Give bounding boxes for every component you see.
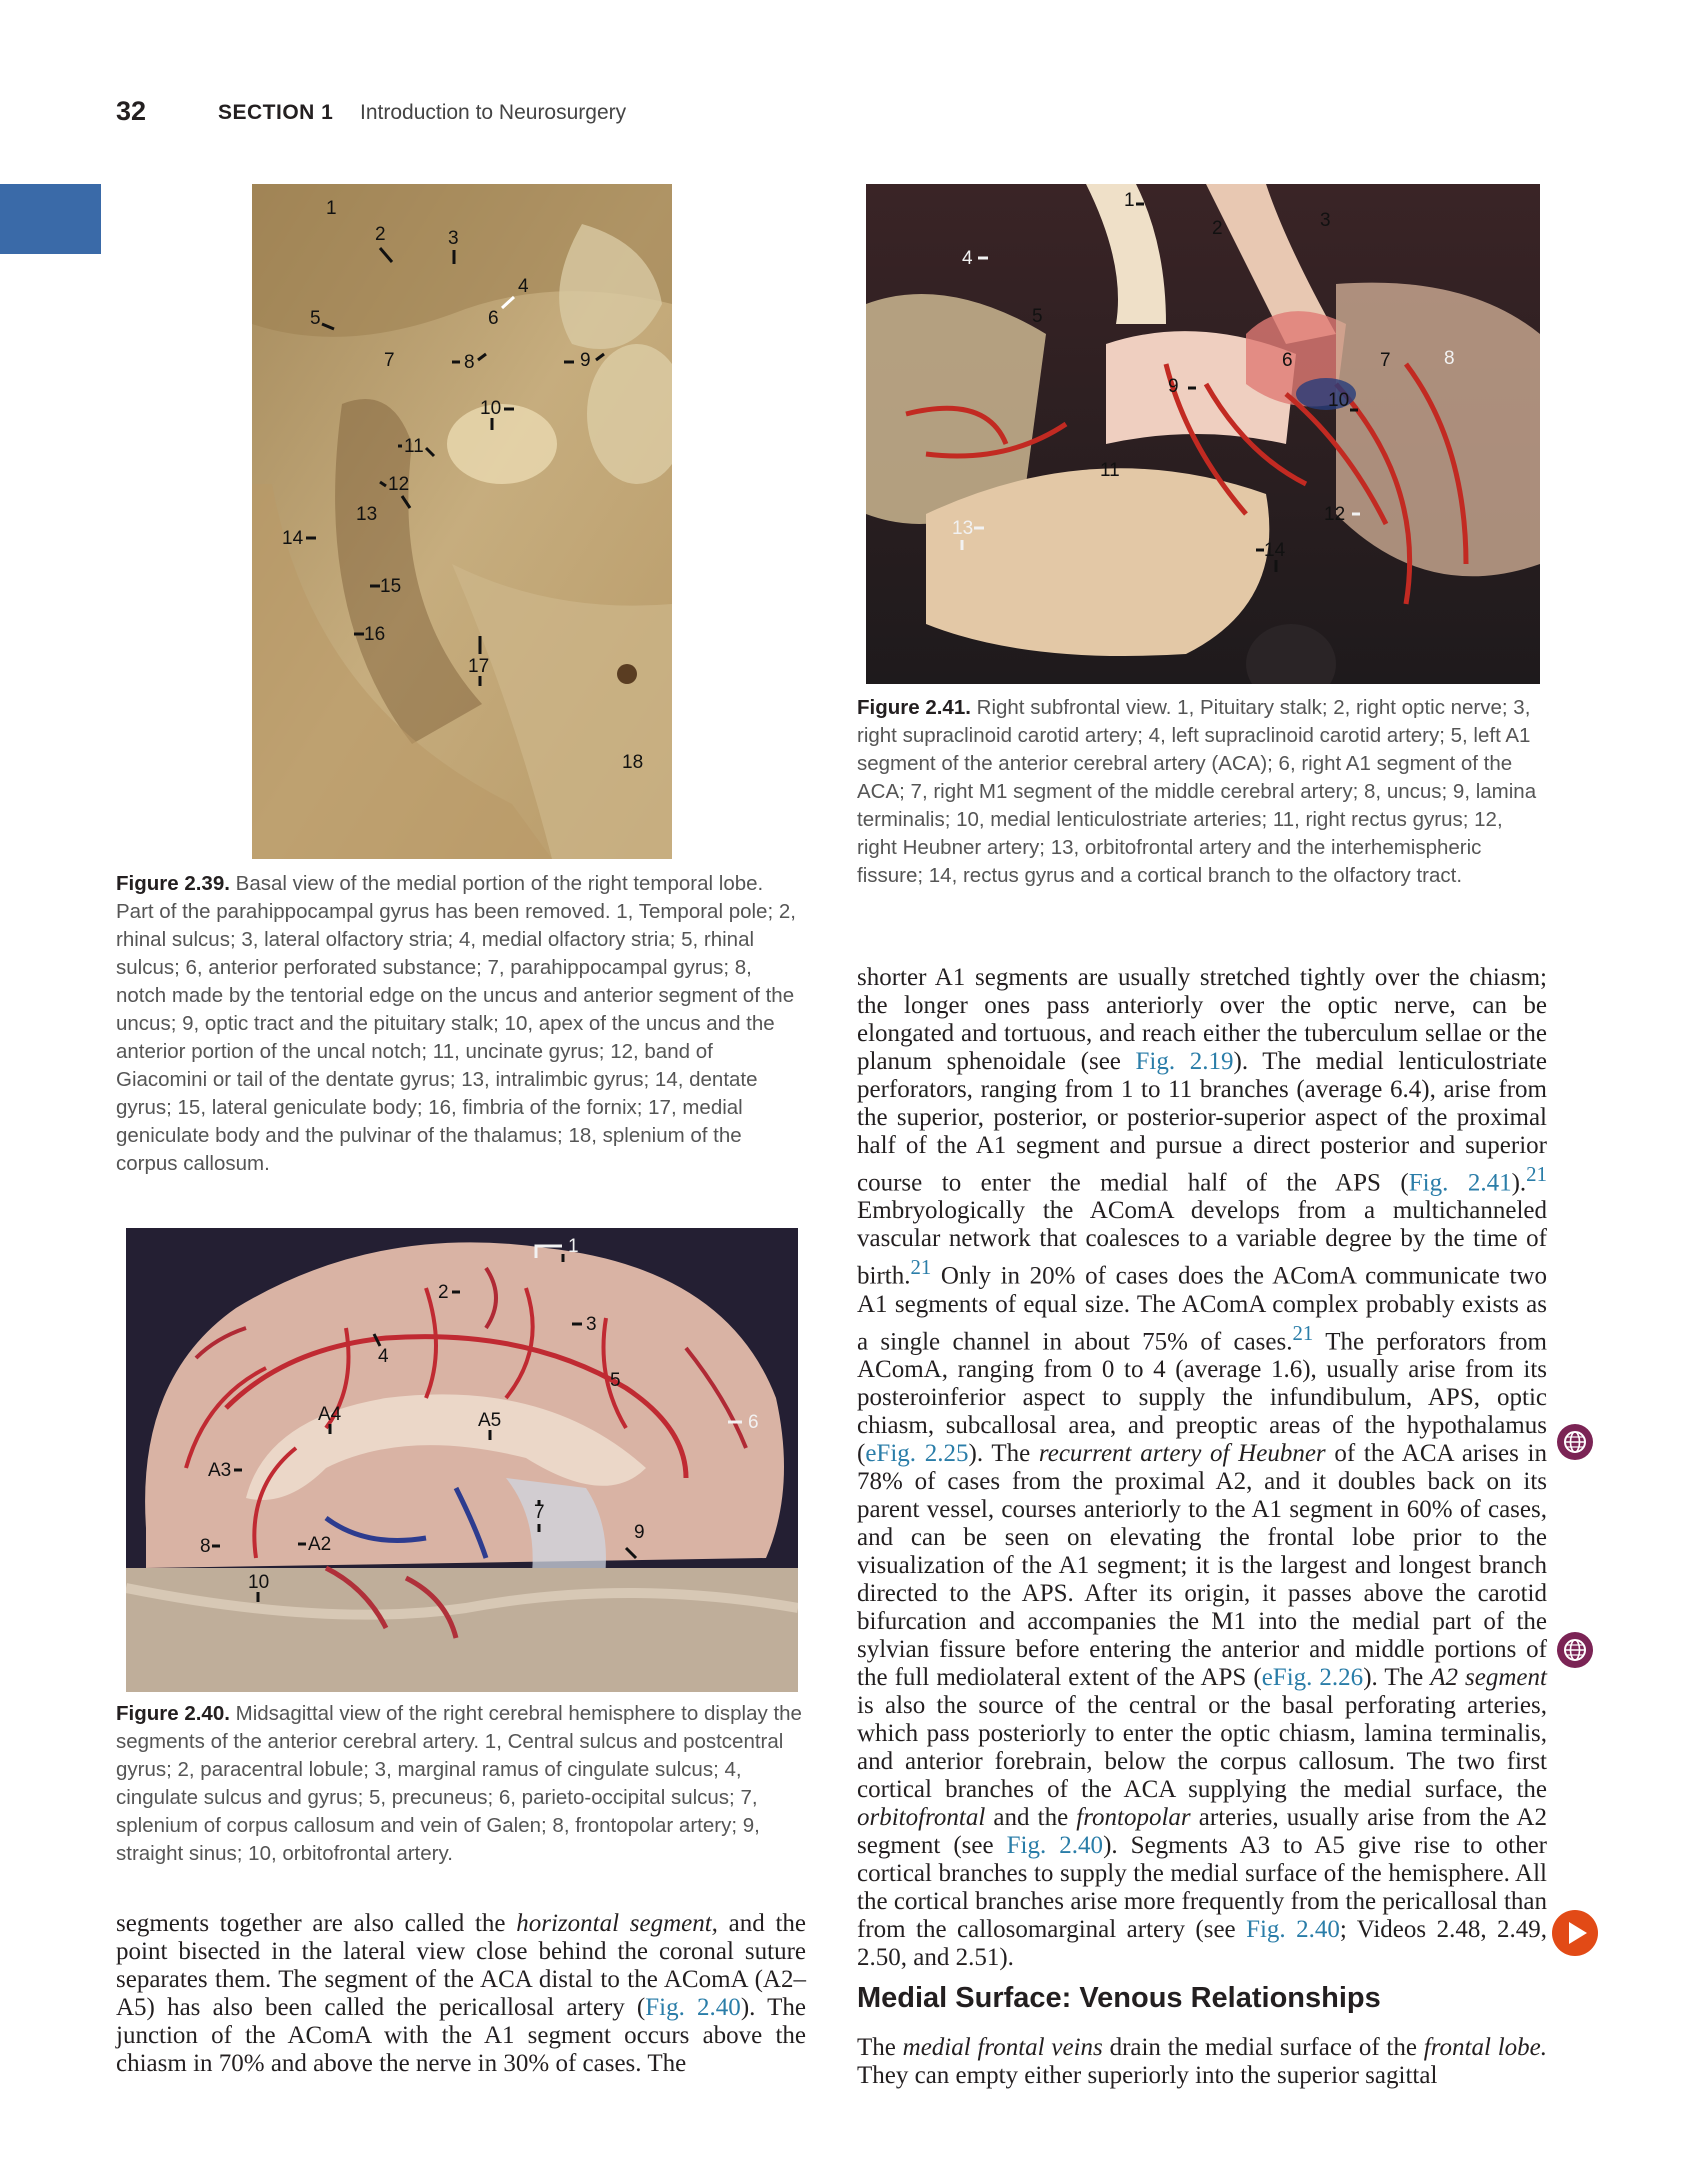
fig239-label-3: 3 bbox=[448, 228, 459, 249]
fig241-label-5: 5 bbox=[1032, 306, 1043, 327]
left-column-text bbox=[116, 1910, 806, 2078]
globe-icon[interactable] bbox=[1557, 1632, 1593, 1668]
fig240-label-A3: A3 bbox=[208, 1460, 232, 1481]
fig240-label-8: 8 bbox=[200, 1536, 211, 1557]
fig239-label-16: 16 bbox=[364, 624, 386, 645]
fig239-label-6: 6 bbox=[488, 308, 499, 329]
link-fig-2-40[interactable]: Fig. 2.40 bbox=[1246, 1915, 1340, 1943]
fig241-label-4: 4 bbox=[962, 248, 973, 269]
fig239-label-12: 12 bbox=[388, 474, 410, 495]
link-fig-2-19[interactable]: Fig. 2.19 bbox=[1135, 1048, 1234, 1075]
section-heading-venous: Medial Surface: Venous Relationships bbox=[857, 1982, 1381, 2014]
fig240-label-A5: A5 bbox=[478, 1410, 502, 1431]
fig241-label-10: 10 bbox=[1328, 390, 1350, 411]
citation-21[interactable]: 21 bbox=[910, 1255, 932, 1280]
page-number: 32 bbox=[116, 96, 147, 126]
link-fig-2-40[interactable]: Fig. 2.40 bbox=[1006, 1831, 1104, 1859]
fig239-label-9: 9 bbox=[580, 350, 591, 371]
fig240-label-A4: A4 bbox=[318, 1404, 342, 1425]
left-paragraph: segments together are also called the horizontal segment, and the point bisected in the lateral view close behind the coronal suture separates them. The segment of the ACA distal to the AComA (A2–A5) has also been called the pericallosal artery (Fig. 2.40). The junction of the AComA with the A1 segment occurs above the chiasm in 70% and above the nerve in 30% of cases. The bbox=[116, 1910, 807, 2077]
figure-2-39-labels bbox=[252, 184, 672, 859]
right-column-text bbox=[857, 964, 1547, 1972]
fig241-label-7: 7 bbox=[1380, 350, 1391, 371]
link-efig-2-25[interactable]: eFig. 2.25 bbox=[865, 1439, 969, 1467]
fig241-label-14: 14 bbox=[1264, 540, 1286, 561]
fig239-label-18: 18 bbox=[622, 752, 644, 773]
fig241-label-1: 1 bbox=[1124, 190, 1135, 211]
section-title: Introduction to Neurosurgery bbox=[360, 101, 627, 124]
fig241-label-3: 3 bbox=[1320, 210, 1331, 231]
citation-21[interactable]: 21 bbox=[1526, 1162, 1547, 1186]
fig240-label-7: 7 bbox=[534, 1502, 545, 1523]
fig239-label-11: 11 bbox=[404, 436, 424, 457]
figure-2-40-labels bbox=[126, 1228, 798, 1692]
fig240-label-9: 9 bbox=[634, 1522, 645, 1543]
fig239-label-7: 7 bbox=[384, 350, 395, 371]
fig239-label-14: 14 bbox=[282, 528, 304, 549]
fig240-label-5: 5 bbox=[610, 1370, 621, 1391]
figure-2-39-caption-text: Basal view of the medial portion of the right temporal lobe. Part of the parahippocampal gyrus has been removed. 1, Temporal pole; 2, rhinal sulcus; 3, lateral olfactory stria; 4, medial olfactory stria; 5, rhinal sulcus; 6, anterior perforated substance; 7, parahippocampal gyrus; 8, notch made by the tentorial edge on the uncus and anterior segment of the uncus; 9, optic tract and the pituitary stalk; 10, apex of the uncus and the anterior portion of the uncal notch; 11, uncinate gyrus; 12, band of Giacomini or tail of the dentate gyrus; 13, intralimbic gyrus; 14, dentate gyrus; 15, lateral geniculate body; 16, fimbria of the fornix; 17, medial geniculate body and the pulvinar of the thalamus; 18, splenium of the corpus callosum. bbox=[116, 872, 796, 1175]
fig241-label-11: 11 bbox=[1100, 460, 1120, 481]
link-efig-2-26[interactable]: eFig. 2.26 bbox=[1261, 1663, 1364, 1691]
globe-icon[interactable] bbox=[1557, 1424, 1593, 1460]
fig240-label-4: 4 bbox=[378, 1346, 389, 1367]
right-paragraph: shorter A1 segments are usually stretched tightly over the chiasm; the longer ones pass anteriorly over the optic nerve, can be elongated and tortuous, and reach either the tuberculum sellae or the planum sphenoidale (see Fig. 2.19). The medial lenticulostriate perforators, ranging from 1 to 11 branches (average 6.4), arise from the superior, posterior, or posterior-superior aspect of the proximal half of the A1 segment and pursue a direct posterior and superior course to enter the medial half of the APS (Fig. 2.41).$^{21}$ Embryologically the AComA develops from a multichanneled vascular network that coalesces to a variable degree by the time of birth.$^{21}$ Only in 20% of cases does the AComA communicate two A1 segments of equal size. The AComA complex probably exists as a single channel in about 75% of cases.$^{21}$ The perforators from AComA, ranging from 0 to 4 (average 1.6), usually arise from its posteroinferior aspect to supply the infundibulum, APS, optic chiasm, subcallosal area, and preoptic areas of the hypothalamus (eFig. 2.25). The recurrent artery of Heubner of the ACA arises in 78% of cases from the proximal A2, and it doubles back on its parent vessel, courses anteriorly to the A1 segment in 60% of cases, and can be seen on elevating the frontal lobe prior to the visualization of the A1 segment; it is the largest and longest branch directed to the APS. After its origin, it passes above the carotid bifurcation and accompanies the M1 into the medial part of the sylvian fissure before entering the anterior and middle portions of the full mediolateral extent of the APS (eFig. 2.26). The A2 segment is also the source of the central or the basal perforating arteries, which pass posteriorly to enter the optic chiasm, lamina terminalis, and anterior forebrain, below the corpus callosum. The two first cortical branches of the ACA supplying the medial surface, the orbitofrontal and the frontopolar arteries, usually arise from the A2 segment (see Fig. 2.40). Segments A3 to A5 give rise to other cortical branches to supply the medial surface of the hemisphere. All the cortical branches arise more frequently from the pericallosal than from the callosomarginal artery (see Fig. 2.40; Videos 2.48, 2.49, 2.50, and 2.51). bbox=[857, 964, 1548, 1971]
fig240-label-2: 2 bbox=[438, 1282, 449, 1303]
fig239-label-15: 15 bbox=[380, 576, 402, 597]
fig239-label-8: 8 bbox=[464, 352, 475, 373]
fig240-label-10: 10 bbox=[248, 1572, 270, 1593]
fig239-label-17: 17 bbox=[468, 656, 490, 677]
figure-2-41-caption bbox=[857, 694, 1547, 890]
fig240-label-1: 1 bbox=[568, 1236, 579, 1257]
figure-2-39-caption-number: Figure 2.39. bbox=[116, 872, 230, 895]
figure-2-40-caption-text: Midsagittal view of the right cerebral hemisphere to display the segments of the anterior cerebral artery. 1, Central sulcus and postcentral gyrus; 2, paracentral lobule; 3, marginal ramus of cingulate sulcus; 4, cingulate sulcus and gyrus; 5, precuneus; 6, parieto-occipital sulcus; 7, splenium of corpus callosum and vein of Galen; 8, frontopolar artery; 9, straight sinus; 10, orbitofrontal artery. bbox=[116, 1702, 802, 1865]
play-video-icon[interactable] bbox=[1552, 1910, 1598, 1956]
figure-2-39-caption bbox=[116, 870, 806, 1178]
fig239-label-10: 10 bbox=[480, 398, 502, 419]
figure-2-41-caption-text: Right subfrontal view. 1, Pituitary stalk; 2, right optic nerve; 3, right supraclinoid carotid artery; 4, left supraclinoid carotid artery; 5, left A1 segment of the anterior cerebral artery (ACA); 6, right A1 segment of the ACA; 7, right M1 segment of the middle cerebral artery; 8, uncus; 9, lamina terminalis; 10, medial lenticulostriate arteries; 11, right rectus gyrus; 12, right Heubner artery; 13, orbitofrontal artery and the interhemispheric fissure; 14, rectus gyrus and a cortical branch to the olfactory tract. bbox=[857, 696, 1537, 887]
fig239-label-5: 5 bbox=[310, 308, 321, 329]
fig241-label-9: 9 bbox=[1168, 376, 1179, 397]
fig241-label-13: 13 bbox=[952, 518, 974, 539]
section-tab-marker bbox=[0, 184, 101, 254]
fig240-label-6: 6 bbox=[748, 1412, 759, 1433]
figure-2-41-labels bbox=[866, 184, 1540, 684]
venous-paragraph: The medial frontal veins drain the medial surface of the frontal lobe. They can empty either superiorly into the superior sagittal bbox=[857, 2034, 1547, 2089]
figure-2-40-caption bbox=[116, 1700, 806, 1868]
figure-2-40-caption-number: Figure 2.40. bbox=[116, 1702, 230, 1725]
fig241-label-6: 6 bbox=[1282, 350, 1293, 371]
fig240-label-A2: A2 bbox=[308, 1534, 332, 1555]
link-fig-2-40[interactable]: Fig. 2.40 bbox=[645, 1994, 741, 2021]
fig239-label-1: 1 bbox=[326, 198, 337, 219]
fig239-label-4: 4 bbox=[518, 276, 529, 297]
citation-21[interactable]: 21 bbox=[1292, 1320, 1314, 1345]
fig239-label-13: 13 bbox=[356, 504, 378, 525]
fig241-label-12: 12 bbox=[1324, 504, 1346, 525]
link-fig-2-41[interactable]: Fig. 2.41 bbox=[1408, 1169, 1512, 1197]
fig240-label-3: 3 bbox=[586, 1314, 597, 1335]
figure-2-41-caption-number: Figure 2.41. bbox=[857, 696, 971, 719]
fig241-label-8: 8 bbox=[1444, 348, 1455, 369]
fig239-label-2: 2 bbox=[375, 224, 386, 245]
fig241-label-2: 2 bbox=[1212, 218, 1223, 239]
section-label: SECTION 1 bbox=[218, 101, 334, 124]
